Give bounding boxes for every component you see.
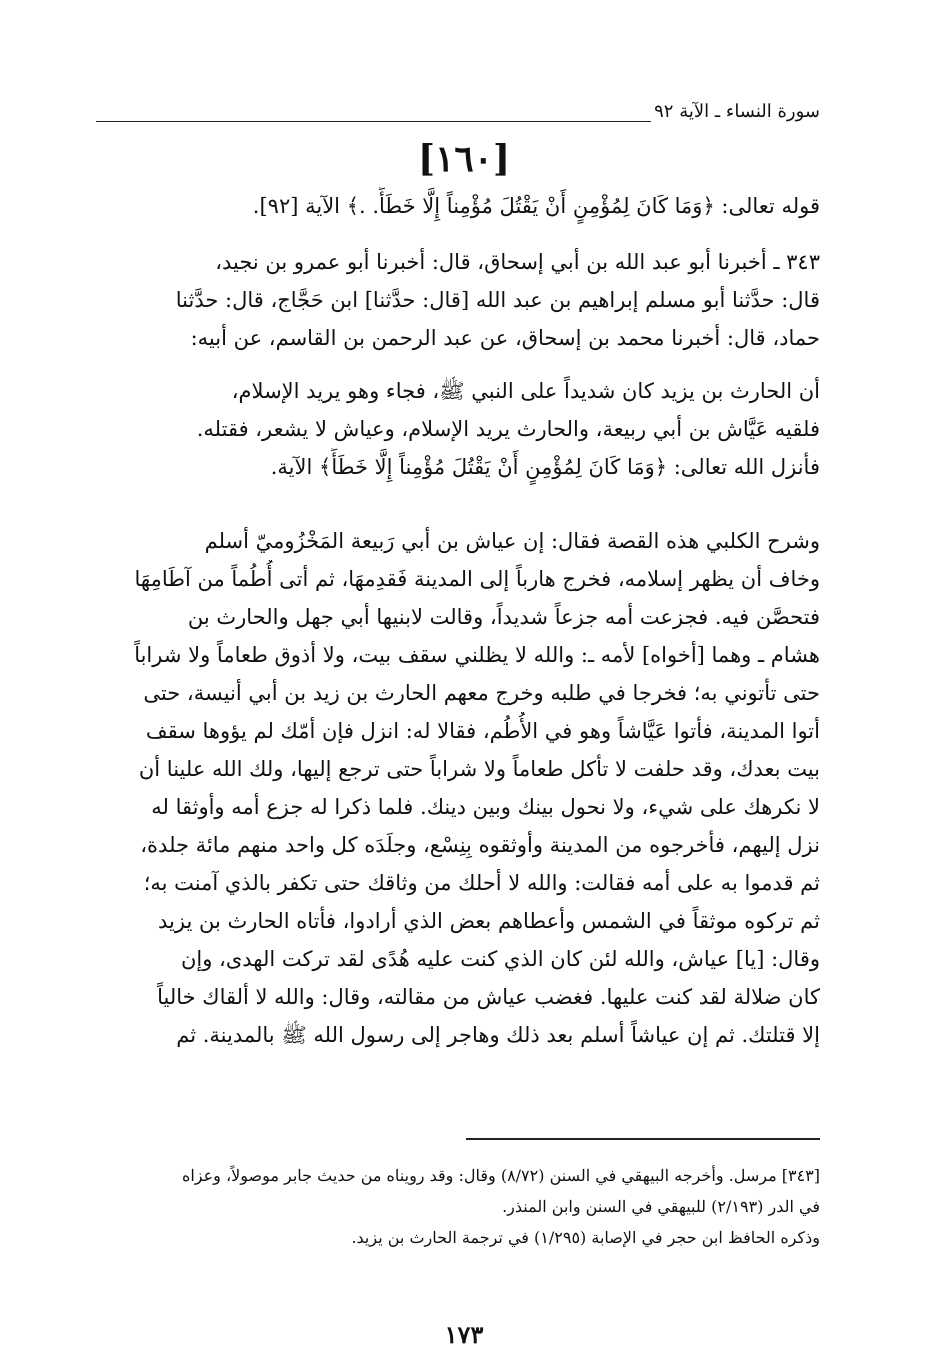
sharh-line: وشرح الكلبي هذه القصة فقال: إن عياش بن أبي رَبيعة المَخْزُوميّ أسلم (204, 529, 820, 553)
sharh-line: أتوا المدينة، فأتوا عَيَّاشاً وهو في الأُطُم، فقالا له: انزل فإن أمّك لم يؤوها سقف (145, 719, 820, 743)
sharh-line: كان ضلالة لقد كنت عليها. فغضب عياش من مقالته، وقال: والله لا ألقاك خالياً (157, 985, 820, 1009)
sharh-line: حتى تأتوني به؛ فخرجا في طلبه وخرج معهم الحارث بن زيد بن أبي أنيسة، حتى (143, 681, 820, 705)
section-number: [١٦٠] (417, 138, 511, 180)
verse-intro-line: قوله تعالى: ﴿وَمَا كَانَ لِمُؤْمِنٍ أَنْ يَقْتُلَ مُؤْمِناً إِلَّا خَطَأً. .﴾ الآية [٩٢]. (252, 194, 820, 218)
isnad-line: حماد، قال: أخبرنا محمد بن إسحاق، عن عبد الرحمن بن القاسم، عن أبيه: (190, 326, 820, 350)
running-title: سورة النساء ـ الآية ٩٢ (654, 101, 820, 122)
isnad-paragraph (96, 243, 820, 357)
page-number: ١٧٣ (444, 1320, 484, 1349)
footnote-line: [٣٤٣] مرسل. وأخرجه البيهقي في السنن (٨/٧٢) وقال: وقد رويناه من حديث جابر موصولاً، وعزاه (181, 1166, 820, 1185)
sharh-line: ثم قدموا به على أمه فقالت: والله لا أحلك من وثاقك حتى تكفر بالذي آمنت به؛ (143, 871, 820, 895)
narration-paragraph (96, 372, 820, 486)
sharh-line: لا نكرهك على شيء، ولا نحول بينك وبين دينك. فلما ذكرا له جزع أمه وأوثقا له (151, 795, 820, 819)
isnad-line: ٣٤٣ ـ أخبرنا أبو عبد الله بن أبي إسحاق، قال: أخبرنا أبو عمرو بن نجيد، (215, 250, 820, 274)
sharh-line: هشام ـ وهما [أخواه] لأمه ـ: والله لا يظلني سقف بيت، ولا أذوق طعاماً ولا شراباً (134, 643, 820, 667)
narration-line: فلقيه عَيَّاش بن أبي ربيعة، والحارث يريد الإسلام، وعياش لا يشعر، فقتله. (196, 417, 820, 441)
sharh-line: وخاف أن يظهر إسلامه، فخرج هارباً إلى المدينة فَقدِمهَا، ثم أتى أُطُماً من آطَامِهَا (134, 567, 820, 591)
footnote-rule (466, 1138, 820, 1140)
footnote-line: في الدر (٢/١٩٣) للبيهقي في السنن وابن المنذر. (502, 1197, 820, 1216)
sharh-line: وقال: [يا] عياش، والله لئن كان الذي كنت عليه هُدًى لقد تركت الهدى، وإن (180, 947, 820, 971)
verse-intro-paragraph (96, 187, 820, 225)
sharh-line: ثم تركوه موثقاً في الشمس وأعطاهم بعض الذي أرادوا، فأتاه الحارث بن يزيد (158, 909, 820, 933)
sharh-line: نزل إليهم، فأخرجوه من المدينة وأوثقوه بِنِسْع، وجلَدَه كل واحد منهم مائة جلدة، (140, 833, 820, 857)
running-header (96, 98, 820, 128)
footnotes (96, 1160, 820, 1253)
narration-line: فأنزل الله تعالى: ﴿وَمَا كَانَ لِمُؤْمِنٍ أَنْ يَقْتُلَ مُؤْمِناً إِلَّا خَطَأً﴾ الآية. (270, 455, 820, 479)
sharh-line: بيت بعدك، وقد حلفت لا تأكل طعاماً ولا شراباً حتى ترجع إليها، ولك الله علينا أن (138, 757, 820, 781)
sharh-line: فتحصَّن فيه. فجزعت أمه جزعاً شديداً، وقالت لابنيها أبي جهل والحارث بن (187, 605, 820, 629)
sharh-line: إلا قتلتك. ثم إن عياشاً أسلم بعد ذلك وهاجر إلى رسول الله ﷺ بالمدينة. ثم (176, 1023, 820, 1047)
sharh-paragraph (96, 522, 820, 1054)
header-rule (96, 121, 651, 122)
narration-line: أن الحارث بن يزيد كان شديداً على النبي ﷺ، فجاء وهو يريد الإسلام، (231, 379, 820, 403)
isnad-line: قال: حدَّثنا أبو مسلم إبراهيم بن عبد الله [قال: حدَّثنا] ابن حَجَّاج، قال: حدَّثنا (175, 288, 820, 312)
footnote-line: وذكره الحافظ ابن حجر في الإصابة (١/٢٩٥) في ترجمة الحارث بن يزيد. (351, 1228, 820, 1247)
